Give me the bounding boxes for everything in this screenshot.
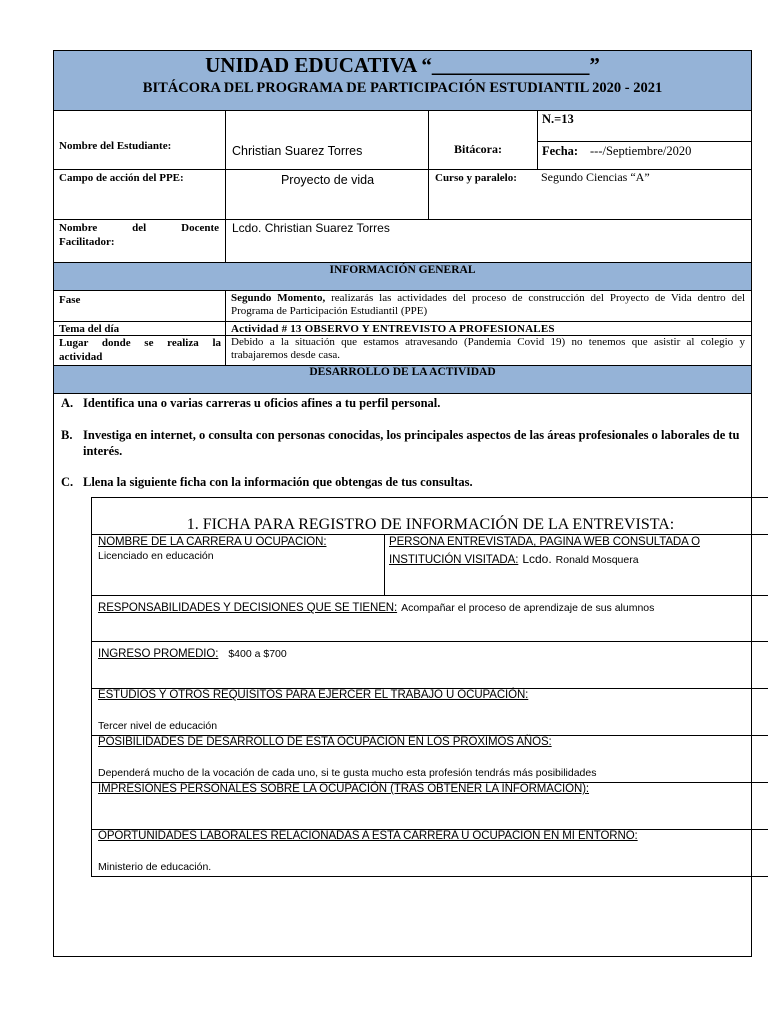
ficha-row-ingreso (92, 642, 768, 689)
general-section-title: INFORMACIÓN GENERAL (329, 264, 476, 276)
desarrollo-item-a-letter: A. (61, 396, 74, 410)
student-name-label: Nombre del Estudiante: (59, 140, 172, 152)
ficha-ingreso-label: INGRESO PROMEDIO: (98, 648, 219, 660)
curso-cell (429, 170, 751, 220)
ficha-row-impresiones (92, 783, 768, 830)
desarrollo-item-b-text: Investiga en internet, o consulta con personas conocidas, los principales aspectos de las áreas profesionales o laborales de tu interés. (83, 428, 740, 458)
desarrollo-item-b (61, 427, 741, 461)
ficha-oportunidades-label: OPORTUNIDADES LABORALES RELACIONADAS A ESTA CARRERA U OCUPACION EN MI ENTORNO: (98, 830, 638, 842)
tema-label-cell (54, 322, 226, 336)
docente-label-cell (54, 220, 226, 263)
student-name-label-cell (54, 111, 226, 170)
student-name-value: Christian Suarez Torres (232, 144, 363, 158)
ficha-row-responsabilidades (92, 596, 768, 642)
general-info-table (54, 291, 751, 366)
desarrollo-item-a-text: Identifica una o varias carreras u oficios afines a tu perfil personal. (83, 396, 441, 410)
ficha-responsabilidades-divider (751, 611, 752, 641)
desarrollo-section-header (54, 365, 751, 394)
lugar-value: Debido a la situación que estamos atravesando (Pandemia Covid 19) no tenemos que asistir al colegio y trabajaremos desde casa. (231, 336, 745, 361)
student-info-table (54, 111, 751, 263)
ficha-responsabilidades-label: RESPONSABILIDADES Y DECISIONES QUE SE TIENEN: (98, 602, 398, 614)
ficha-estudios-label: ESTUDIOS Y OTROS REQUISITOS PARA EJERCER EL TRABAJO U OCUPACIÓN: (98, 689, 529, 701)
ficha-estudios-value: Tercer nivel de educación (98, 720, 218, 732)
fase-value-text: realizarás las actividades del proceso de construcción del Proyecto de Vida dentro del Programa de Participación Estudiantil (PPE) (231, 292, 746, 317)
ficha-posibilidades-label: POSIBILIDADES DE DESARROLLO DE ESTA OCUPACION EN LOS PROXIMOS AÑOS: (98, 736, 552, 748)
ficha-persona-label-1: PERSONA ENTREVISTADA, PAGINA WEB CONSULTADA O (389, 536, 700, 548)
fecha-label: Fecha: (542, 144, 579, 158)
ficha-oportunidades-value: Ministerio de educación. (98, 861, 212, 873)
ficha-row-oportunidades (92, 830, 768, 877)
campo-value-cell (226, 170, 429, 220)
docente-label-line-2: Facilitador: (59, 236, 115, 248)
ficha-impresiones-divider (751, 798, 752, 829)
desarrollo-section-title: DESARROLLO DE LA ACTIVIDAD (309, 366, 496, 378)
document-subtitle: BITÁCORA DEL PROGRAMA DE PARTICIPACIÓN ESTUDIANTIL 2020 - 2021 (142, 80, 663, 96)
ficha-persona-cell (385, 535, 768, 595)
ficha-persona-label-2: INSTITUCIÓN VISITADA: (389, 554, 519, 566)
ficha-ingreso-divider (751, 657, 752, 688)
docente-label (59, 221, 219, 249)
desarrollo-item-c (61, 474, 741, 492)
curso-label: Curso y paralelo: (435, 172, 517, 184)
document-title: UNIDAD EDUCATIVA “_______________” (205, 53, 600, 77)
fecha-cell (538, 142, 751, 170)
ficha-impresiones-label: IMPRESIONES PERSONALES SOBRE LA OCUPACIÓN (TRAS OBTENER LA INFORMACION): (98, 783, 590, 795)
ficha-responsabilidades-line (98, 598, 654, 616)
ficha-ingreso-value: $400 a $700 (228, 648, 287, 660)
docente-value: Lcdo. Christian Suarez Torres (232, 221, 390, 235)
campo-label-cell (54, 170, 226, 220)
ficha-persona-line-2 (389, 550, 639, 568)
ficha-carrera-value: Licenciado en educación (98, 550, 214, 562)
fecha-value: ---/Septiembre/2020 (590, 144, 692, 158)
desarrollo-item-c-letter: C. (61, 475, 74, 489)
fase-value-bold: Segundo Momento, (231, 292, 326, 304)
ficha-box (91, 497, 768, 877)
ficha-posibilidades-value: Dependerá mucho de la vocación de cada uno, si te gusta mucho esta profesión tendrás más posibilidades (98, 767, 597, 779)
ficha-ingreso-line (98, 644, 287, 662)
fase-label: Fase (59, 294, 81, 306)
campo-label: Campo de acción del PPE: (59, 172, 184, 184)
docente-label-line-1: Nombre del Docente (59, 222, 219, 234)
ficha-carrera-label: NOMBRE DE LA CARRERA U OCUPACION: (98, 536, 327, 548)
ficha-row-estudios (92, 689, 768, 736)
lugar-label-cell (54, 336, 226, 366)
bitacora-label: Bitácora: (454, 142, 502, 156)
ficha-row-carrera (92, 534, 768, 596)
ficha-persona-value: Ronald Mosquera (555, 554, 639, 566)
campo-value: Proyecto de vida (280, 173, 375, 187)
lugar-value-cell (226, 336, 751, 366)
lugar-label: Lugar donde se realiza la actividad (59, 337, 221, 363)
ficha-title: 1. FICHA PARA REGISTRO DE INFORMACIÓN DE LA ENTREVISTA: (186, 516, 675, 533)
bitacora-number-cell (538, 111, 751, 142)
ficha-carrera-cell (92, 535, 385, 595)
bitacora-label-cell (429, 111, 538, 170)
ficha-responsabilidades-value: Acompañar el proceso de aprendizaje de sus alumnos (401, 602, 655, 614)
ficha-row-posibilidades (92, 736, 768, 783)
docente-value-cell (226, 220, 751, 263)
ficha-persona-value-prefix: Lcdo. (522, 552, 552, 566)
ficha-estudios-divider (751, 704, 752, 735)
desarrollo-item-a (61, 395, 741, 413)
bitacora-number: N.=13 (542, 112, 574, 126)
desarrollo-item-c-text: Llena la siguiente ficha con la información que obtengas de tus consultas. (83, 475, 473, 489)
fase-value (231, 292, 745, 318)
student-name-value-cell (226, 111, 429, 170)
curso-value: Segundo Ciencias “A” (541, 170, 650, 184)
desarrollo-item-b-letter: B. (61, 428, 73, 442)
tema-value: Actividad # 13 OBSERVO Y ENTREVISTO A PROFESIONALES (231, 323, 555, 335)
tema-label: Tema del día (59, 323, 120, 335)
tema-value-cell (226, 322, 751, 336)
fase-value-cell (226, 291, 751, 322)
fase-label-cell (54, 291, 226, 322)
document-header (54, 51, 751, 111)
general-section-header (54, 263, 751, 291)
